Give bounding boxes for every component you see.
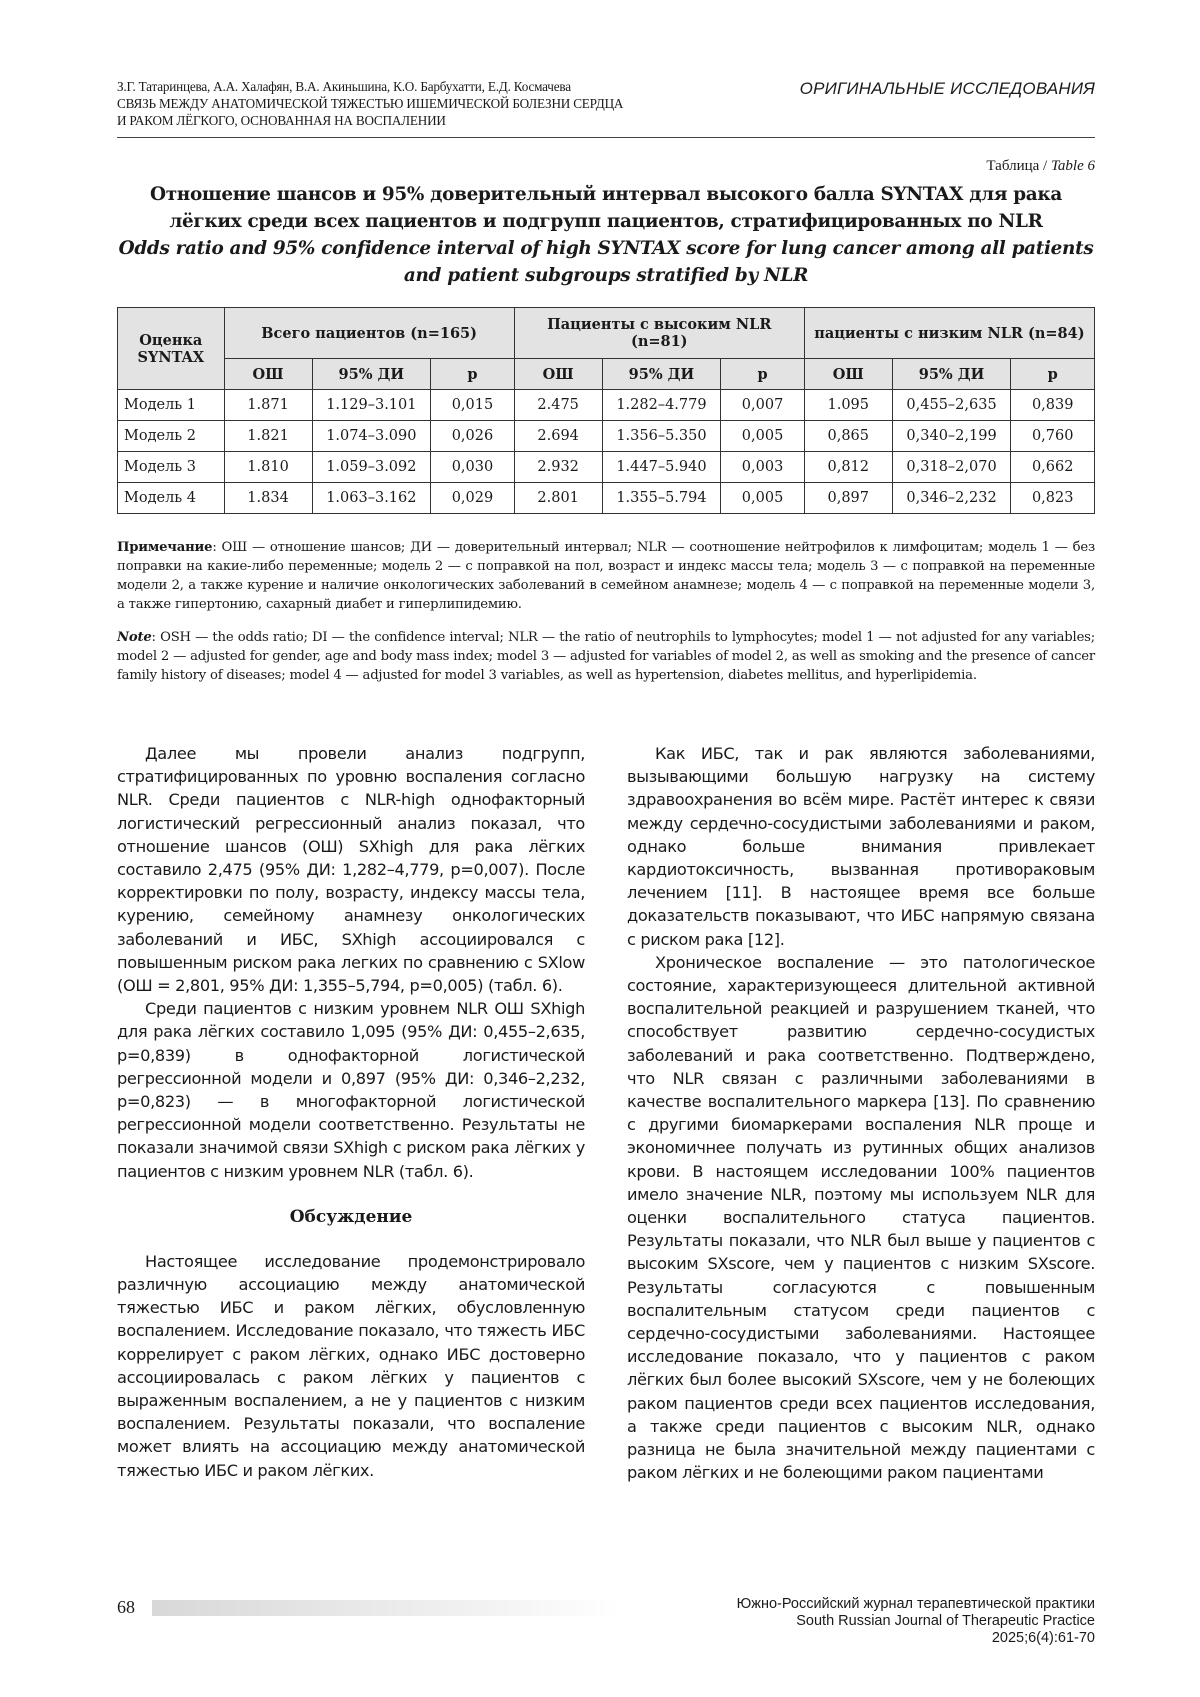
subheader-ci: 95% ДИ bbox=[312, 359, 431, 390]
journal-issue: 2025;6(4):61-70 bbox=[991, 1630, 1095, 1646]
table-cell: 1.821 bbox=[224, 421, 312, 452]
journal-info bbox=[737, 1596, 1095, 1647]
table-cell: 0,897 bbox=[804, 483, 892, 514]
journal-name-ru: Южно-Российский журнал терапевтической практики bbox=[736, 1596, 1095, 1612]
footer-gradient-bar bbox=[152, 1600, 622, 1616]
table-title bbox=[117, 181, 1095, 289]
table-cell: 0,005 bbox=[721, 421, 805, 452]
row-label: Модель 4 bbox=[118, 483, 225, 514]
header-high-nlr: Пациенты с высоким NLR (n=81) bbox=[514, 308, 804, 359]
table-cell: 0,865 bbox=[804, 421, 892, 452]
table-cell: 0,005 bbox=[721, 483, 805, 514]
page-number: 68 bbox=[117, 1597, 135, 1617]
header-low-nlr: пациенты с низким NLR (n=84) bbox=[804, 308, 1094, 359]
table-cell: 0,029 bbox=[431, 483, 515, 514]
header-title-line-1: СВЯЗЬ МЕЖДУ АНАТОМИЧЕСКОЙ ТЯЖЕСТЬЮ ИШЕМИЧЕСКОЙ БОЛЕЗНИ СЕРДЦА bbox=[117, 96, 624, 111]
table-row bbox=[118, 452, 1095, 483]
table-cell: 0,318–2,070 bbox=[892, 452, 1011, 483]
table-cell: 0,839 bbox=[1011, 390, 1095, 421]
table-cell: 0,455–2,635 bbox=[892, 390, 1011, 421]
table-cell: 1.834 bbox=[224, 483, 312, 514]
header-title-line-2: И РАКОМ ЛЁГКОГО, ОСНОВАННАЯ НА ВОСПАЛЕНИИ bbox=[117, 113, 446, 128]
table-cell: 2.801 bbox=[514, 483, 602, 514]
row-label: Модель 2 bbox=[118, 421, 225, 452]
running-header bbox=[117, 78, 737, 129]
journal-name-en: South Russian Journal of Therapeutic Practice bbox=[796, 1613, 1095, 1629]
table-cell: 0,030 bbox=[431, 452, 515, 483]
table-cell: 2.694 bbox=[514, 421, 602, 452]
table-note-en bbox=[117, 628, 1095, 685]
table-cell: 1.282–4.779 bbox=[602, 390, 721, 421]
subheader-p: p bbox=[721, 359, 805, 390]
paragraph: Далее мы провели анализ подгрупп, стратифицированных по уровню воспаления согласно NLR. Среди пациентов с NLR-high однофакторный логистический регрессионный анализ показал, что отношение шансов (ОШ) SXhigh для рака лёгких составило 2,475 (95% ДИ: 1,282–4,779, p=0,007). После корректировки по полу, возрасту, индексу массы тела, курению, семейному анамнезу онкологических заболеваний и ИБС, SXhigh ассоциировался с повышенным риском рака легких по сравнению с SXlow (ОШ = 2,801, 95% ДИ: 1,355–5,794, p=0,005) (табл. 6). bbox=[117, 744, 585, 996]
row-label: Модель 3 bbox=[118, 452, 225, 483]
table-cell: 0,007 bbox=[721, 390, 805, 421]
note-ru-text: : ОШ — отношение шансов; ДИ — доверительный интервал; NLR — соотношение нейтрофилов к лимфоцитам; модель 1 — без поправки на какие-либо переменные; модель 2 — с поправкой на пол, возраст и индекс массы тела; модель 3 — с поправкой на переменные модели 2, а также курение и наличие онкологических заболеваний в семейном анамнезе; модель 4 — с поправкой на переменные модели 3, а также гипертонию, сахарный диабет и гиперлипидемию. bbox=[117, 540, 1095, 612]
table-row bbox=[118, 421, 1095, 452]
paragraph: Настоящее исследование продемонстрировало различную ассоциацию между анатомической тяжестью ИБС и раком лёгких, обусловленную воспалением. Исследование показало, что тяжесть ИБС коррелирует с раком лёгких, однако ИБС достоверно ассоциировалась с раком лёгких у пациентов с выраженным воспалением, а не у пациентов с низким воспалением. Результаты показали, что воспаление может влиять на ассоциацию между анатомической тяжестью ИБС и раком лёгких. bbox=[117, 1251, 585, 1480]
header-syntax-score: Оценка SYNTAX bbox=[118, 308, 225, 390]
header-divider bbox=[117, 137, 1095, 138]
table-cell: 1.810 bbox=[224, 452, 312, 483]
table-label-ru: Таблица / bbox=[986, 158, 1051, 174]
note-en-text: : OSH — the odds ratio; DI — the confidence interval; NLR — the ratio of neutrophils to lymphocytes; model 1 — not adjusted for any variables; model 2 — adjusted for gender, age and body mass index; model 3 — adjusted for variables of model 2, as well as smoking and the presence of cancer family history of diseases; model 4 — adjusted for model 3 variables, as well as hypertension, diabetes mellitus, and hyperlipidemia. bbox=[117, 630, 1095, 683]
header-all-patients: Всего пациентов (n=165) bbox=[224, 308, 514, 359]
table-cell: 0,760 bbox=[1011, 421, 1095, 452]
table-cell: 0,015 bbox=[431, 390, 515, 421]
table-cell: 1.074–3.090 bbox=[312, 421, 431, 452]
table-cell: 0,026 bbox=[431, 421, 515, 452]
note-en-label: Note bbox=[117, 630, 152, 645]
subheader-or: ОШ bbox=[804, 359, 892, 390]
subheader-ci: 95% ДИ bbox=[892, 359, 1011, 390]
table-cell: 0,662 bbox=[1011, 452, 1095, 483]
table-title-ru-2: лёгких среди всех пациентов и подгрупп пациентов, стратифицированных по NLR bbox=[169, 211, 1043, 232]
table-cell: 2.475 bbox=[514, 390, 602, 421]
table-cell: 1.095 bbox=[804, 390, 892, 421]
table-cell: 1.129–3.101 bbox=[312, 390, 431, 421]
table-cell: 2.932 bbox=[514, 452, 602, 483]
paragraph: Хроническое воспаление — это патологическое состояние, характеризующееся длительной активной воспалительной реакцией и разрушением тканей, что способствует развитию сердечно-сосудистых заболеваний и рака соответственно. Подтверждено, что NLR связан с различными заболеваниями в качестве воспалительного маркера [13]. По сравнению с другими биомаркерами воспаления NLR проще и экономичнее получать из рутинных общих анализов крови. В настоящем исследовании 100% пациентов имело значение NLR, поэтому мы используем NLR для оценки воспалительного статуса пациентов. Результаты показали, что NLR был выше у пациентов с высоким SXscore, чем у пациентов с низким SXscore. Результаты согласуются с повышенным воспалительным статусом среди пациентов с сердечно-сосудистыми заболеваниями. Настоящее исследование показало, что у пациентов с раком лёгких был более высокий SXscore, чем у не болеющих раком пациентов среди всех пациентов исследования, а также среди пациентов с высоким NLR, однако разница не была значительной между пациентами с раком лёгких и не болеющими раком пациентами bbox=[627, 952, 1095, 1483]
table-cell: 0,823 bbox=[1011, 483, 1095, 514]
table-cell: 1.871 bbox=[224, 390, 312, 421]
table-title-en-2: and patient subgroups stratified by NLR bbox=[403, 265, 809, 286]
table-row bbox=[118, 483, 1095, 514]
results-table bbox=[117, 307, 1095, 514]
paragraph: Среди пациентов с низким уровнем NLR ОШ SXhigh для рака лёгких составило 1,095 (95% ДИ: 0,455–2,635, p=0,839) в однофакторной логистической регрессионной модели и 0,897 (95% ДИ: 0,346–2,232, p=0,823) — в многофакторной логистической регрессионной модели соответственно. Результаты не показали значимой связи SXhigh с риском рака лёгких у пациентов с низким уровнем NLR (табл. 6). bbox=[117, 999, 585, 1181]
table-cell: 0,003 bbox=[721, 452, 805, 483]
table-cell: 0,812 bbox=[804, 452, 892, 483]
table-cell: 1.059–3.092 bbox=[312, 452, 431, 483]
body-column-left bbox=[117, 742, 585, 1482]
table-title-ru-1: Отношение шансов и 95% доверительный интервал высокого балла SYNTAX для рака bbox=[149, 184, 1063, 205]
table-note-ru bbox=[117, 538, 1095, 614]
subheader-or: ОШ bbox=[514, 359, 602, 390]
table-title-en-1: Odds ratio and 95% confidence interval of high SYNTAX score for lung cancer among all patients bbox=[118, 238, 1094, 259]
row-label: Модель 1 bbox=[118, 390, 225, 421]
table-cell: 1.355–5.794 bbox=[602, 483, 721, 514]
table-cell: 1.063–3.162 bbox=[312, 483, 431, 514]
subheader-ci: 95% ДИ bbox=[602, 359, 721, 390]
table-cell: 0,346–2,232 bbox=[892, 483, 1011, 514]
table-cell: 1.447–5.940 bbox=[602, 452, 721, 483]
subheader-p: p bbox=[431, 359, 515, 390]
subheader-p: p bbox=[1011, 359, 1095, 390]
note-ru-label: Примечание bbox=[117, 540, 213, 555]
body-column-right bbox=[627, 742, 1095, 1485]
section-heading: Обсуждение bbox=[289, 1206, 413, 1227]
subheader-or: ОШ bbox=[224, 359, 312, 390]
section-label: ОРИГИНАЛЬНЫЕ ИССЛЕДОВАНИЯ bbox=[799, 79, 1095, 98]
table-label bbox=[986, 158, 1095, 175]
table-cell: 0,340–2,199 bbox=[892, 421, 1011, 452]
paragraph: Как ИБС, так и рак являются заболеваниями, вызывающими большую нагрузку на систему здравоохранения во всём мире. Растёт интерес к связи между сердечно-сосудистыми заболеваниями и раком, однако больше внимания привлекает кардиотоксичность, вызванная противораковым лечением [11]. В настоящее время все больше доказательств показывают, что ИБС напрямую связана с риском рака [12]. bbox=[627, 744, 1095, 949]
table-label-en: Table 6 bbox=[1050, 158, 1095, 174]
table-row bbox=[118, 390, 1095, 421]
header-authors: З.Г. Татаринцева, А.А. Халафян, В.А. Акиньшина, К.О. Барбухатти, Е.Д. Космачева bbox=[117, 79, 571, 94]
table-cell: 1.356–5.350 bbox=[602, 421, 721, 452]
